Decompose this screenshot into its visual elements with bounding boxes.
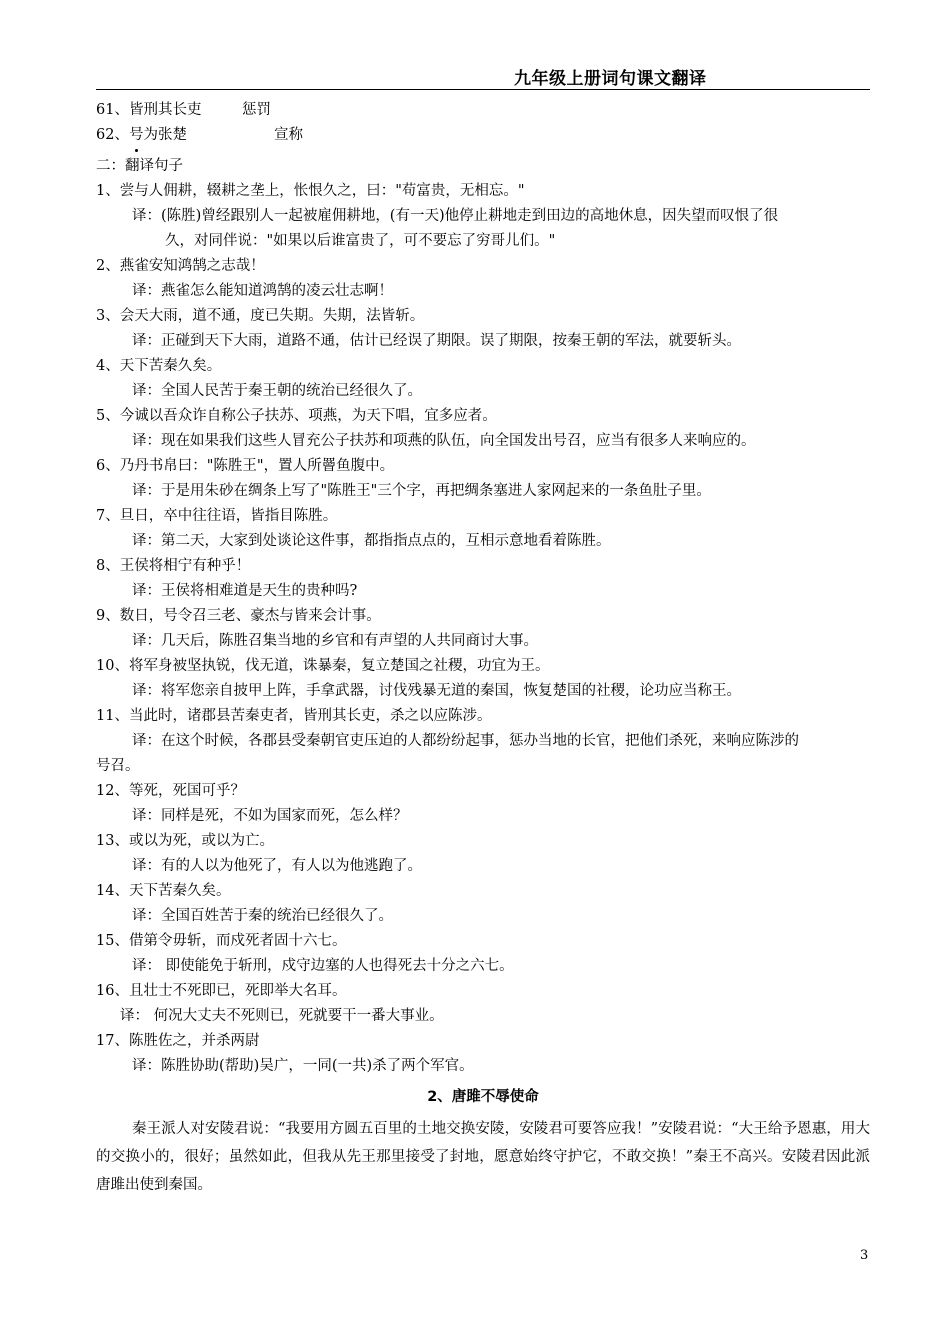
sentence-4: 4、天下苦秦久矣。 [96,358,222,374]
translation-12: 译：同样是死，不如为国家而死，怎么样？ [132,808,408,824]
document-body [96,98,870,1199]
translation-4: 译：全国人民苦于秦王朝的统治已经很久了。 [132,383,422,399]
vocab-meaning: 惩罚 [242,102,271,118]
sentence-1: 1、尝与人佣耕，辍耕之垄上，怅恨久之，曰："苟富贵，无相忘。" [96,183,525,199]
section-heading: 二：翻译句子 [96,158,183,174]
translation-16: 译： 何况大丈夫不死则已，死就要干一番大事业。 [120,1008,444,1024]
sentence-15: 15、借第令毋斩，而戍死者固十六七。 [96,933,347,949]
translation-17: 译：陈胜协助(帮助)吴广，一同(一共)杀了两个军官。 [132,1058,474,1074]
sentence-13: 13、或以为死，或以为亡。 [96,833,274,849]
vocab-number: 62、 [96,127,129,143]
translation-3: 译：正碰到天下大雨，道路不通，估计已经误了期限。误了期限，按秦王朝的军法，就要斩头。 [132,333,741,349]
translation-13: 译：有的人以为他死了，有人以为他逃跑了。 [132,858,422,874]
translation-9: 译：几天后，陈胜召集当地的乡官和有声望的人共同商讨大事。 [132,633,538,649]
vocab-meaning: 宣称 [274,127,303,143]
lesson-paragraph: 秦王派人对安陵君说：“我要用方圆五百里的土地交换安陵，安陵君可要答应我！”安陵君说：“大王给予恩惠，用大的交换小的，很好；虽然如此，但我从先王那里接受了封地，愿意始终守护它，不敢交换！”秦王不高兴。安陵君因此派唐雎出使到秦国。 [96,1121,870,1193]
translation-1-cont: 久，对同伴说："如果以后谁富贵了，可不要忘了穷哥儿们。" [165,233,556,249]
translation-11: 译：在这个时候，各郡县受秦朝官吏压迫的人都纷纷起事，惩办当地的长官，把他们杀死，来响应陈涉的 [132,733,799,749]
translation-15: 译： 即使能免于斩刑，戍守边塞的人也得死去十分之六七。 [132,958,514,974]
sentence-2: 2、燕雀安知鸿鹄之志哉！ [96,258,265,274]
sentence-16: 16、且壮士不死即已，死即举大名耳。 [96,983,347,999]
sentence-10: 10、将军身被坚执锐，伐无道，诛暴秦，复立楚国之社稷，功宜为王。 [96,658,550,674]
sentence-8: 8、王侯将相宁有种乎！ [96,558,251,574]
page-header-title: 九年级上册词句课文翻译 [514,69,707,89]
vocab-dotted-char [129,123,144,148]
lesson-heading: 2、唐雎不辱使命 [427,1089,539,1105]
sentence-11: 11、当此时，诸郡县苦秦吏者，皆刑其长吏，杀之以应陈涉。 [96,708,492,724]
sentence-5: 5、今诚以吾众诈自称公子扶苏、项燕，为天下唱，宜多应者。 [96,408,497,424]
translation-10: 译：将军您亲自披甲上阵，手拿武器，讨伐残暴无道的秦国，恢复楚国的社稷，论功应当称王。 [132,683,741,699]
vocab-term: 为张楚 [143,127,187,143]
translation-1: 译：(陈胜)曾经跟别人一起被雇佣耕地，(有一天)他停止耕地走到田边的高地休息，因失望而叹恨了很 [132,208,779,224]
sentence-17: 17、陈胜佐之，并杀两尉 [96,1033,260,1049]
sentence-12: 12、等死，死国可乎？ [96,783,245,799]
sentence-7: 7、旦日，卒中往往语，皆指目陈胜。 [96,508,338,524]
page-number: 3 [860,1248,869,1263]
vocab-term-tail: 吏 [186,102,202,118]
header-divider [96,89,870,90]
vocab-line-62 [96,123,870,148]
sentence-14: 14、天下苦秦久矣。 [96,883,231,899]
translation-6: 译：于是用朱砂在绸条上写了"陈胜王"三个字，再把绸条塞进人家网起来的一条鱼肚子里。 [132,483,711,499]
vocab-term: 61、皆刑其长 [96,102,187,118]
sentence-3: 3、会天大雨，道不通，度已失期。失期，法皆斩。 [96,308,425,324]
translation-7: 译：第二天，大家到处谈论这件事，都指指点点的，互相示意地看着陈胜。 [132,533,611,549]
translation-8: 译：王侯将相难道是天生的贵种吗? [132,583,358,599]
translation-2: 译：燕雀怎么能知道鸿鹄的凌云壮志啊！ [132,283,393,299]
vocab-line-61 [96,98,870,123]
sentence-6: 6、乃丹书帛曰："陈胜王"，置人所罾鱼腹中。 [96,458,395,474]
translation-11-cont: 号召。 [96,758,140,774]
dotted-char-text: 号 [128,127,144,143]
translation-14: 译：全国百姓苦于秦的统治已经很久了。 [132,908,393,924]
sentence-9: 9、数日，号令召三老、豪杰与皆来会计事。 [96,608,381,624]
emphasis-dot [135,149,138,152]
translation-5: 译：现在如果我们这些人冒充公子扶苏和项燕的队伍，向全国发出号召，应当有很多人来响应的。 [132,433,756,449]
